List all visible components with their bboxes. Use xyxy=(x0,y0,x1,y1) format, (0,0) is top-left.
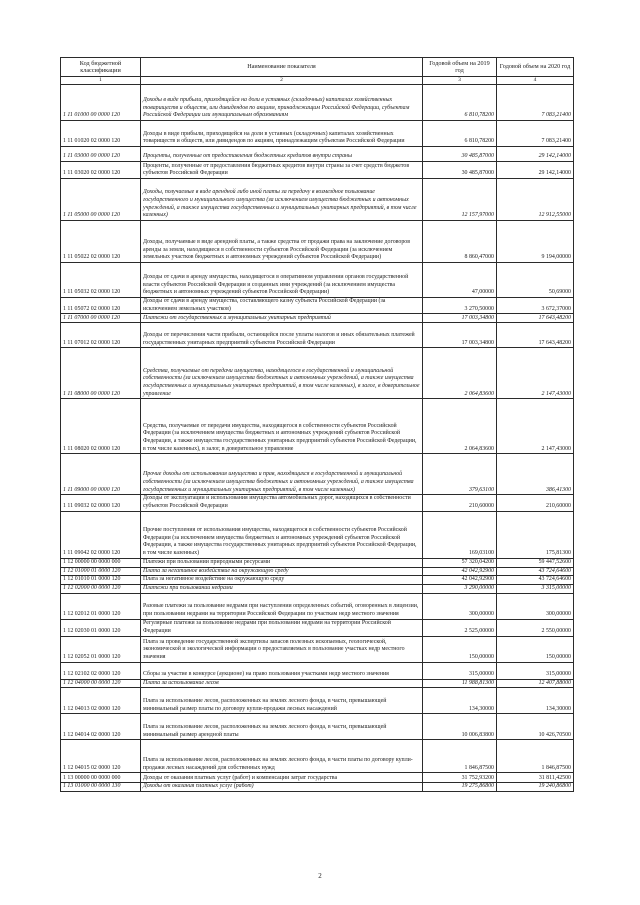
amount-2020-cell: 3 672,37000 xyxy=(497,298,574,314)
table-row xyxy=(61,567,574,576)
indicator-name-cell: Доходы в виде прибыли, приходящейся на доли в уставных (складочных) капиталах хозяйственных товариществ и обществ, или дивидендов по акциям, принадлежащим Российской Федерации, субъектам Российской Федерации или муниципальным образованиям xyxy=(141,85,423,121)
amount-2019-cell: 6 810,78200 xyxy=(423,85,497,121)
indicator-name-cell: Средства, получаемые от передачи имущества, находящегося в собственности субъектов Российской Федерации (за исключением имущества бюджетных и автономных учреждений субъектов Российской Федерации, а также имущества государственных унитарных предприятий субъектов Российской Федерации, в том числе казенных), в залог, в доверительное управление xyxy=(141,399,423,454)
amount-2019-cell: 6 810,78200 xyxy=(423,121,497,147)
table-row xyxy=(61,511,574,558)
amount-2020-cell: 12 912,55000 xyxy=(497,179,574,221)
indicator-name-cell: Доходы в виде прибыли, приходящейся на доли в уставных (складочных) капиталах хозяйственных товариществ и обществ, или дивидендов по акциям, принадлежащим субъектам Российской Федерации xyxy=(141,121,423,147)
table-row xyxy=(61,558,574,567)
indicator-name-cell: Доходы от оказания платных услуг (работ) xyxy=(141,783,423,792)
budget-code-cell: 1 11 09000 00 0000 120 xyxy=(61,454,141,495)
budget-code-cell: 1 11 05032 02 0000 120 xyxy=(61,263,141,298)
amount-2020-cell: 29 142,14000 xyxy=(497,147,574,162)
indicator-name-cell: Сборы за участие в конкурсе (аукционе) на право пользования участками недр местного значения xyxy=(141,662,423,679)
budget-code-cell: 1 11 09042 02 0000 120 xyxy=(61,511,141,558)
amount-2020-cell: 43 724,64600 xyxy=(497,576,574,585)
amount-2020-cell: 134,30000 xyxy=(497,688,574,714)
indicator-name-cell: Доходы, получаемые в виде арендной либо иной платы за передачу в возмездное пользование государственного и муниципального имущества (за исключением имущества бюджетных и автономных учреждений, а также имущества государственных и муниципальных унитарных предприятий, в том числе казенных) xyxy=(141,179,423,221)
table-row xyxy=(61,679,574,688)
amount-2020-cell: 2 550,00000 xyxy=(497,619,574,636)
table-row xyxy=(61,495,574,511)
amount-2019-cell: 17 003,34800 xyxy=(423,314,497,323)
column-number-row xyxy=(61,77,574,85)
amount-2020-cell: 2 147,43000 xyxy=(497,399,574,454)
budget-code-cell: 1 11 08020 02 0000 120 xyxy=(61,399,141,454)
amount-2019-cell: 379,63100 xyxy=(423,454,497,495)
amount-2019-cell: 30 485,87000 xyxy=(423,147,497,162)
column-number: 4 xyxy=(497,77,574,85)
budget-code-cell: 1 13 00000 00 0000 000 xyxy=(61,773,141,783)
table-row xyxy=(61,121,574,147)
indicator-name-cell: Прочие доходы от использования имущества и прав, находящихся в государственной и муниципальной собственности (за исключением имущества бюджетных и автономных учреждений, а также имущества государственных и муниципальных унитарных предприятий, в том числе казенных) xyxy=(141,454,423,495)
budget-code-cell: 1 11 05022 02 0000 120 xyxy=(61,221,141,263)
amount-2019-cell: 3 290,00000 xyxy=(423,584,497,593)
amount-2020-cell: 50,69000 xyxy=(497,263,574,298)
amount-2019-cell: 57 320,04200 xyxy=(423,558,497,567)
indicator-name-cell: Проценты, полученные от предоставления бюджетных кредитов внутри страны xyxy=(141,147,423,162)
table-row xyxy=(61,147,574,162)
budget-code-cell: 1 13 01000 00 0000 130 xyxy=(61,783,141,792)
amount-2020-cell: 10 426,70500 xyxy=(497,714,574,740)
amount-2019-cell: 3 270,50000 xyxy=(423,298,497,314)
header-2019: Годовой объем на 2019 год xyxy=(423,58,497,77)
column-number: 3 xyxy=(423,77,497,85)
indicator-name-cell: Доходы от оказания платных услуг (работ) и компенсации затрат государства xyxy=(141,773,423,783)
header-code: Код бюджетной классификации xyxy=(61,58,141,77)
budget-code-cell: 1 12 02102 02 0000 120 xyxy=(61,662,141,679)
amount-2019-cell: 210,60000 xyxy=(423,495,497,511)
amount-2020-cell: 386,41300 xyxy=(497,454,574,495)
budget-code-cell: 1 12 01010 01 0000 120 xyxy=(61,576,141,585)
amount-2020-cell: 1 846,87500 xyxy=(497,740,574,773)
amount-2020-cell: 150,00000 xyxy=(497,636,574,662)
indicator-name-cell: Доходы, получаемые в виде арендной платы, а также средства от продажи права на заключение договоров аренды за земли, находящиеся в собственности субъектов Российской Федерации (за исключением земельных участков бюджетных и автономных учреждений субъектов Российской Федерации) xyxy=(141,221,423,263)
budget-code-cell: 1 11 03000 00 0000 120 xyxy=(61,147,141,162)
budget-code-cell: 1 11 07000 00 0000 120 xyxy=(61,314,141,323)
table-row xyxy=(61,399,574,454)
amount-2019-cell: 8 860,47000 xyxy=(423,221,497,263)
indicator-name-cell: Плата за негативное воздействие на окружающую среду xyxy=(141,576,423,585)
amount-2020-cell: 7 083,21400 xyxy=(497,85,574,121)
budget-code-cell: 1 11 01000 00 0000 120 xyxy=(61,85,141,121)
table-row xyxy=(61,783,574,792)
budget-code-cell: 1 12 02012 01 0000 120 xyxy=(61,593,141,619)
indicator-name-cell: Доходы от перечисления части прибыли, остающейся после уплаты налогов и иных обязательных платежей государственных унитарных предприятий субъектов Российской Федерации xyxy=(141,323,423,348)
amount-2020-cell: 43 724,64600 xyxy=(497,567,574,576)
amount-2019-cell: 2 064,83600 xyxy=(423,348,497,399)
amount-2019-cell: 19 275,86800 xyxy=(423,783,497,792)
amount-2020-cell: 2 147,43000 xyxy=(497,348,574,399)
budget-code-cell: 1 11 03020 02 0000 120 xyxy=(61,162,141,179)
budget-code-cell: 1 12 00000 00 0000 000 xyxy=(61,558,141,567)
table-row xyxy=(61,85,574,121)
amount-2019-cell: 2 064,83600 xyxy=(423,399,497,454)
header-2020: Годовой объем на 2020 год xyxy=(497,58,574,77)
table-row xyxy=(61,298,574,314)
amount-2020-cell: 31 811,42500 xyxy=(497,773,574,783)
indicator-name-cell: Регулярные платежи за пользование недрами при пользовании недрами на территории Российской Федерации xyxy=(141,619,423,636)
table-row xyxy=(61,714,574,740)
indicator-name-cell: Плата за использование лесов, расположенных на землях лесного фонда, в части, превышающей минимальный размер платы по договору купли-продажи лесных насаждений xyxy=(141,688,423,714)
budget-code-cell: 1 11 09032 02 0000 120 xyxy=(61,495,141,511)
amount-2020-cell: 7 083,21400 xyxy=(497,121,574,147)
indicator-name-cell: Прочие поступления от использования имущества, находящегося в собственности субъектов Российской Федерации (за исключением имущества бюджетных и автономных учреждений субъектов Российской Федерации, а также имущества государственных унитарных предприятий субъектов Российской Федерации, в том числе казенных) xyxy=(141,511,423,558)
indicator-name-cell: Плата за использование лесов, расположенных на землях лесного фонда, в части платы по договору купли-продажи лесных насаждений для собственных нужд xyxy=(141,740,423,773)
amount-2019-cell: 169,03100 xyxy=(423,511,497,558)
table-row xyxy=(61,773,574,783)
amount-2020-cell: 300,00000 xyxy=(497,593,574,619)
indicator-name-cell: Доходы от сдачи в аренду имущества, находящегося в оперативном управлении органов государственной власти субъектов Российской Федерации и созданных ими учреждений (за исключением имущества бюджетных и автономных учреждений субъектов Российской Федерации) xyxy=(141,263,423,298)
budget-code-cell: 1 12 04013 02 0000 120 xyxy=(61,688,141,714)
revenue-table xyxy=(60,57,574,792)
amount-2019-cell: 42 042,92900 xyxy=(423,567,497,576)
table-row xyxy=(61,619,574,636)
indicator-name-cell: Платежи при пользовании недрами xyxy=(141,584,423,593)
indicator-name-cell: Плата за использование лесов, расположенных на землях лесного фонда, в части, превышающей минимальный размер арендной платы xyxy=(141,714,423,740)
table-row xyxy=(61,314,574,323)
table-row xyxy=(61,179,574,221)
amount-2019-cell: 2 525,00000 xyxy=(423,619,497,636)
table-row xyxy=(61,348,574,399)
amount-2020-cell: 175,81300 xyxy=(497,511,574,558)
amount-2019-cell: 12 157,97000 xyxy=(423,179,497,221)
budget-code-cell: 1 11 01020 02 0000 120 xyxy=(61,121,141,147)
amount-2020-cell: 17 643,48200 xyxy=(497,314,574,323)
amount-2020-cell: 315,00000 xyxy=(497,662,574,679)
budget-code-cell: 1 11 05072 02 0000 120 xyxy=(61,298,141,314)
table-body xyxy=(61,85,574,792)
indicator-name-cell: Доходы от эксплуатации и использования имущества автомобильных дорог, находящихся в собственности субъектов Российской Федерации xyxy=(141,495,423,511)
amount-2019-cell: 1 846,87500 xyxy=(423,740,497,773)
budget-code-cell: 1 12 04015 02 0000 120 xyxy=(61,740,141,773)
amount-2019-cell: 300,00000 xyxy=(423,593,497,619)
indicator-name-cell: Плата за проведение государственной экспертизы запасов полезных ископаемых, геологической, экономической и экологической информации о предоставляемых в пользование участках недр местного значения xyxy=(141,636,423,662)
budget-code-cell: 1 12 04014 02 0000 120 xyxy=(61,714,141,740)
amount-2019-cell: 134,30000 xyxy=(423,688,497,714)
indicator-name-cell: Разовые платежи за пользование недрами при наступлении определенных событий, оговоренных в лицензии, при пользовании недрами на территории Российской Федерации по участкам недр местного значения xyxy=(141,593,423,619)
amount-2020-cell: 59 447,52600 xyxy=(497,558,574,567)
amount-2019-cell: 42 042,92900 xyxy=(423,576,497,585)
table-row xyxy=(61,576,574,585)
column-number: 1 xyxy=(61,77,141,85)
table-row xyxy=(61,688,574,714)
table-row xyxy=(61,584,574,593)
table-row xyxy=(61,662,574,679)
budget-code-cell: 1 12 02052 01 0000 120 xyxy=(61,636,141,662)
amount-2020-cell: 17 643,48200 xyxy=(497,323,574,348)
amount-2019-cell: 150,00000 xyxy=(423,636,497,662)
amount-2019-cell: 31 752,93200 xyxy=(423,773,497,783)
indicator-name-cell: Платежи при пользовании природными ресурсами xyxy=(141,558,423,567)
amount-2019-cell: 47,00000 xyxy=(423,263,497,298)
table-row xyxy=(61,221,574,263)
budget-code-cell: 1 11 07012 02 0000 120 xyxy=(61,323,141,348)
table-row xyxy=(61,323,574,348)
amount-2020-cell: 12 407,88000 xyxy=(497,679,574,688)
table-row xyxy=(61,162,574,179)
amount-2019-cell: 30 485,87000 xyxy=(423,162,497,179)
indicator-name-cell: Проценты, полученные от предоставления бюджетных кредитов внутри страны за счет средств бюджетов субъектов Российской Федерации xyxy=(141,162,423,179)
table-row xyxy=(61,593,574,619)
amount-2019-cell: 17 003,34800 xyxy=(423,323,497,348)
budget-code-cell: 1 12 02000 00 0000 120 xyxy=(61,584,141,593)
amount-2020-cell: 3 315,00000 xyxy=(497,584,574,593)
table-header xyxy=(61,58,574,85)
budget-code-cell: 1 12 02030 01 0000 120 xyxy=(61,619,141,636)
amount-2020-cell: 9 194,00000 xyxy=(497,221,574,263)
amount-2020-cell: 19 240,86800 xyxy=(497,783,574,792)
column-number: 2 xyxy=(141,77,423,85)
table-row xyxy=(61,263,574,298)
amount-2019-cell: 315,00000 xyxy=(423,662,497,679)
amount-2019-cell: 10 006,83800 xyxy=(423,714,497,740)
budget-code-cell: 1 12 04000 00 0000 120 xyxy=(61,679,141,688)
amount-2020-cell: 29 142,14000 xyxy=(497,162,574,179)
budget-code-cell: 1 11 05000 00 0000 120 xyxy=(61,179,141,221)
indicator-name-cell: Средства, получаемые от передачи имущества, находящегося в государственной и муниципальной собственности (за исключением имущества бюджетных и автономных учреждений, а также имущества государственных и муниципальных унитарных предприятий, в том числе казенных), в залог, в доверительное управление xyxy=(141,348,423,399)
budget-code-cell: 1 11 08000 00 0000 120 xyxy=(61,348,141,399)
indicator-name-cell: Плата за негативное воздействие на окружающую среду xyxy=(141,567,423,576)
page-number: 2 xyxy=(318,872,322,880)
amount-2019-cell: 11 988,81300 xyxy=(423,679,497,688)
indicator-name-cell: Доходы от сдачи в аренду имущества, составляющего казну субъекта Российской Федерации (за исключением земельных участков) xyxy=(141,298,423,314)
budget-code-cell: 1 12 01000 01 0000 120 xyxy=(61,567,141,576)
indicator-name-cell: Плата за использование лесов xyxy=(141,679,423,688)
amount-2020-cell: 210,60000 xyxy=(497,495,574,511)
table-row xyxy=(61,740,574,773)
indicator-name-cell: Платежи от государственных и муниципальных унитарных предприятий xyxy=(141,314,423,323)
header-name: Наименование показателя xyxy=(141,58,423,77)
table-row xyxy=(61,454,574,495)
table-row xyxy=(61,636,574,662)
